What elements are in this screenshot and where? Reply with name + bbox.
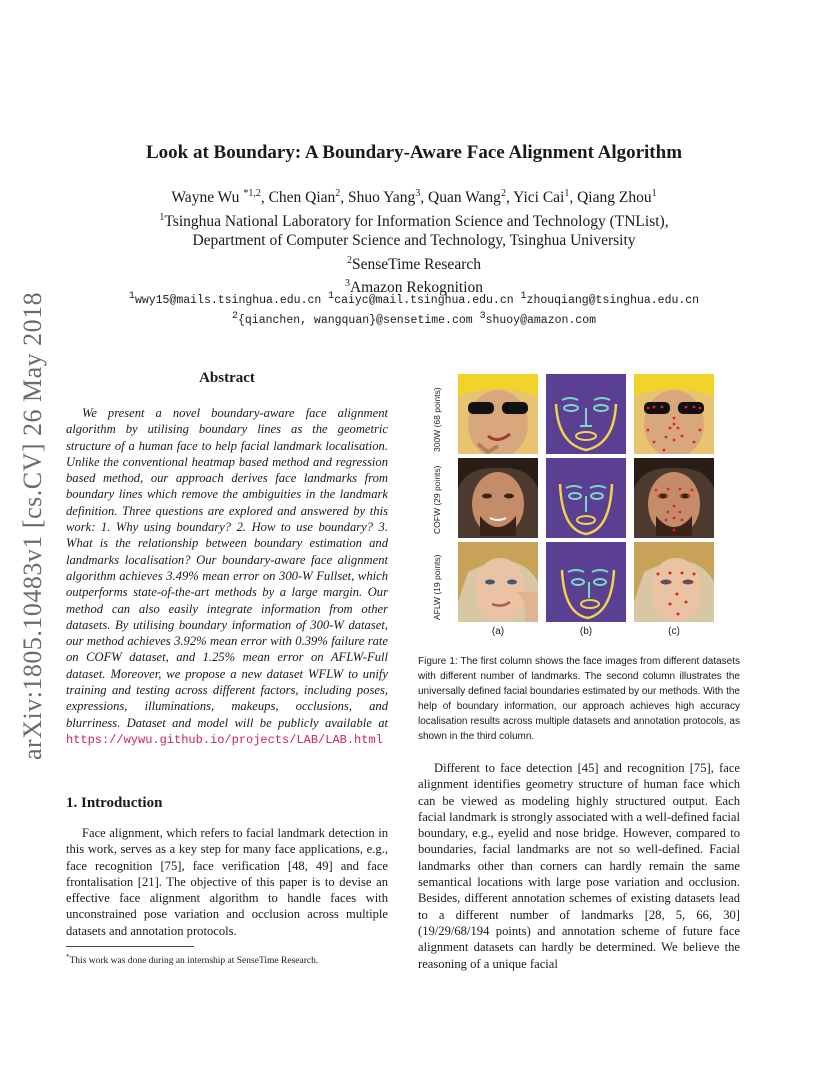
introduction-paragraph: Face alignment, which refers to facial landmark detection in this work, serves as a key step for many face applications, e.g., face recognition [75], face verification [48, 49] and face frontalisation [21]. The objective of this paper is to devise an effective face alignment algorithm to handle faces with unconstrained pose variation and occlusion across multiple datasets and annotation protocols. <box>66 826 388 938</box>
column-label-c: (c) <box>668 626 680 637</box>
column-label-b: (b) <box>579 626 593 637</box>
column-label-a: (a) <box>491 626 505 637</box>
affiliation-1-dept: Department of Computer Science and Technology, Tsinghua University <box>192 232 636 250</box>
landmark-result-aflw <box>634 542 714 622</box>
figure-1 <box>430 374 740 639</box>
arxiv-identifier: arXiv:1805.10483v1 [cs.CV] 26 May 2018 <box>18 291 47 760</box>
landmark-result-cofw <box>634 458 714 538</box>
author-emails <box>0 289 828 329</box>
boundary-map-cofw <box>546 458 626 538</box>
email-line-2: $^2${qianchen, wangquan}@sensetime.com $^3$shuoy@amazon.com <box>232 310 596 327</box>
introduction-paragraph-2: Different to face detection [45] and recognition [75], face alignment identifies geometry structure of human face which can be viewed as modeling highly structured output. Each facial landmark is strongly associated with a well-defined facial boundary, e.g., eyelid and nose bridge. However, compared to boundaries, facial landmarks are not so well-defined. Facial landmarks other than corners can hardly remain the same semantical locations with large pose variation and occlusion. Besides, different annotation schemes of existing datasets lead to a different number of landmarks [28, 5, 66, 30] (19/29/68/194 points) and annotation scheme of future face alignment datasets can hardly be determined. We believe the reasoning of a unique facial <box>418 761 740 971</box>
landmark-result-300w <box>634 374 714 454</box>
section-heading-introduction: 1. Introduction <box>66 795 163 811</box>
author-names: Wayne Wu $^{*1,2}$, Chen Qian$^2$, Shuo Yang$^3$, Quan Wang$^2$, Yici Cai$^1$, Qiang Zhou$^1$ <box>171 188 657 207</box>
row-label-cofw: COFW (29 points) <box>432 465 442 534</box>
authors-block <box>0 184 828 298</box>
face-image-aflw <box>458 542 538 622</box>
affiliation-3: $^3$Amazon Rekognition <box>344 278 484 297</box>
project-link[interactable]: https://wywu.github.io/projects/LAB/LAB.html <box>66 732 383 747</box>
row-label-300w: 300W (68 points) <box>432 387 442 452</box>
boundary-map-300w <box>546 374 626 454</box>
boundary-map-aflw <box>546 542 626 622</box>
face-image-cofw <box>458 458 538 538</box>
face-image-300w <box>458 374 538 454</box>
footnote: *This work was done during an internship at SenseTime Research. <box>66 953 319 967</box>
affiliation-1: $^1$Tsinghua National Laboratory for Information Science and Technology (TNList), <box>159 211 669 230</box>
abstract-heading: Abstract <box>199 370 255 386</box>
footnote-divider <box>66 946 194 947</box>
abstract-body: We present a novel boundary-aware face alignment algorithm by utilising boundary lines as the geometric structure of a human face to help facial landmark localisation. Unlike the conventional heatmap based method and regression based method, our approach derives face landmarks from boundary lines which remove the ambiguities in the landmark definition. Three questions are explored and answered by this work: 1. Why using boundary? 2. How to use boundary? 3. What is the relationship between boundary estimation and landmarks localisation? Our boundary-aware face alignment algorithm achieves 3.49% mean error on 300-W Fullset, which outperforms state-of-the-art methods by a large margin. Our method can also easily integrate information from other datasets. By utilising boundary information of 300-W dataset, our method achieves 3.92% mean error with 0.39% failure rate on COFW dataset, and 1.25% mean error on AFLW-Full dataset. Moreover, we propose a new dataset WFLW to unify training and testing across different factors, including poses, expressions, illuminations, makeups, occlusions, and blurriness. Dataset and model will be publicly available at https://wywu.github.io/projects/LAB/LAB.html <box>66 406 388 747</box>
row-label-aflw: AFLW (19 points) <box>432 554 442 620</box>
figure-1-caption: Figure 1: The first column shows the face images from different datasets with different number of landmarks. The second column illustrates the universally defined facial boundaries estimated by our methods. With the help of boundary information, our approach achieves high accuracy localisation results across multiple datasets and annotation protocols, as shown in the third column. <box>418 656 740 742</box>
affiliation-2: $^2$SenseTime Research <box>346 254 481 273</box>
paper-title: Look at Boundary: A Boundary-Aware Face Alignment Algorithm <box>145 142 683 163</box>
email-line-1: $^1$wwy15@mails.tsinghua.edu.cn $^1$caiyc@mail.tsinghua.edu.cn $^1$zhouqiang@tsinghua.edu.cn <box>128 291 700 307</box>
